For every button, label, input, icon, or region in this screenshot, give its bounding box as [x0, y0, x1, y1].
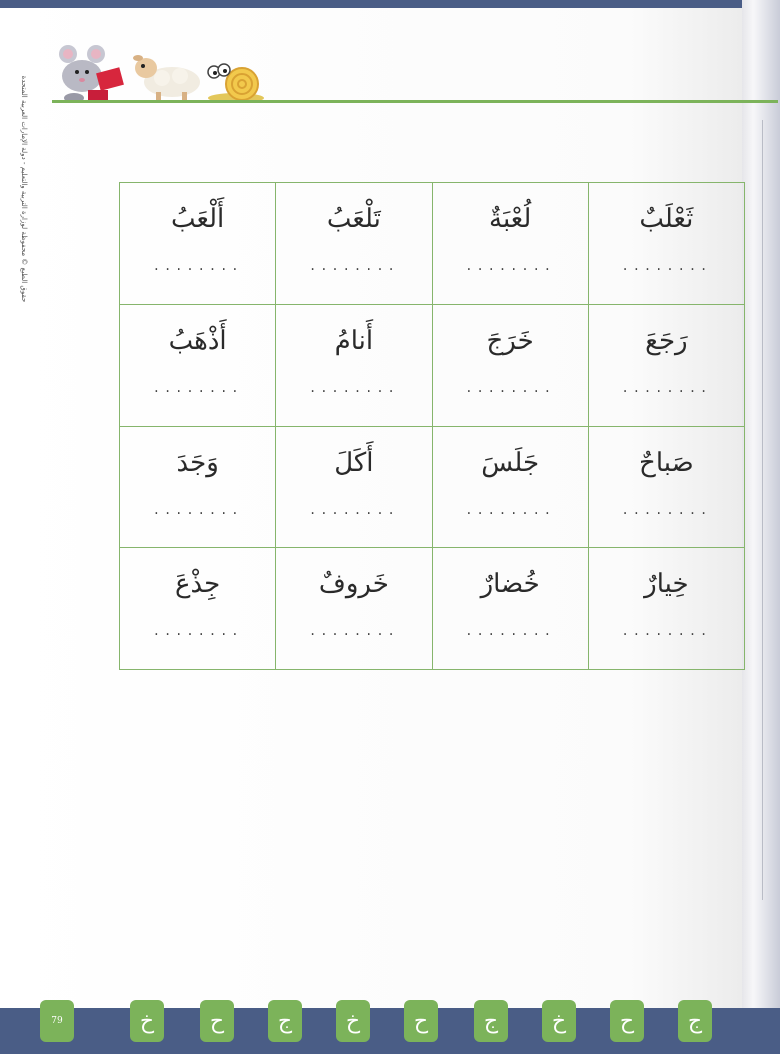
top-band [0, 0, 780, 8]
word-cell [588, 304, 744, 426]
table-row [120, 548, 745, 670]
letter-tile: ح [404, 1000, 438, 1042]
word-cell [588, 548, 744, 670]
answer-blank[interactable]: ........ [152, 502, 243, 517]
word: لُعْبَةٌ [489, 204, 532, 234]
word: ثَعْلَبٌ [639, 204, 694, 234]
word: رَجَعَ [645, 325, 688, 356]
answer-blank[interactable]: ........ [621, 502, 712, 517]
word: أَذْهَبُ [168, 325, 227, 356]
bottom-band [0, 1008, 780, 1054]
letter-tile: ج [474, 1000, 508, 1042]
word-cell [120, 548, 276, 670]
word: أَنامُ [334, 325, 374, 356]
letter-tile: ج [678, 1000, 712, 1042]
word-grid [119, 182, 745, 670]
word: أَكَلَ [334, 447, 374, 478]
letter-tile: ج [268, 1000, 302, 1042]
word: خَروفٌ [318, 569, 389, 600]
word-cell [588, 426, 744, 548]
answer-blank[interactable]: ........ [465, 502, 556, 517]
word: خَرَجَ [486, 325, 534, 356]
word-cell [432, 304, 588, 426]
snail-illustration [206, 60, 268, 104]
word: خِيارٌ [644, 569, 689, 600]
letter-tile: خ [542, 1000, 576, 1042]
answer-blank[interactable]: ........ [152, 380, 243, 395]
book-spine [742, 0, 780, 1054]
word-cell [276, 183, 432, 305]
word: صَباحٌ [639, 447, 694, 478]
letter-tile: خ [130, 1000, 164, 1042]
table-row [120, 304, 745, 426]
table-row [120, 183, 745, 305]
word-cell [120, 183, 276, 305]
word-cell [276, 548, 432, 670]
answer-blank[interactable]: ........ [308, 259, 399, 273]
word: جِذْعَ [175, 569, 221, 600]
mouse-reading-illustration [52, 42, 128, 106]
letter-tile: ح [610, 1000, 644, 1042]
answer-blank[interactable]: ........ [621, 624, 712, 639]
word-cell [432, 548, 588, 670]
answer-blank[interactable]: ........ [308, 502, 399, 517]
answer-blank[interactable]: ........ [308, 624, 399, 639]
letter-tile: خ [336, 1000, 370, 1042]
letter-tile: ح [200, 1000, 234, 1042]
copyright-caption: حقوق الطبع © محفوظة لوزارة التربية والتعليم - دولة الإمارات العربية المتحدة [20, 75, 28, 303]
answer-blank[interactable]: ........ [465, 624, 556, 639]
word: تَلْعَبُ [326, 204, 381, 234]
word-cell [276, 426, 432, 548]
word-cell [120, 304, 276, 426]
word-table [119, 182, 745, 670]
answer-blank[interactable]: ........ [465, 380, 556, 395]
header-rule [52, 100, 778, 103]
word-cell [588, 183, 744, 305]
answer-blank[interactable]: ........ [621, 380, 712, 395]
word: خُضارٌ [480, 569, 540, 600]
answer-blank[interactable]: ........ [465, 259, 556, 273]
word-cell [120, 426, 276, 548]
answer-blank[interactable]: ........ [152, 259, 243, 273]
word-cell [432, 183, 588, 305]
word: وَجَدَ [176, 447, 219, 478]
lamb-illustration [132, 52, 204, 104]
answer-blank[interactable]: ........ [308, 380, 399, 395]
word-cell [432, 426, 588, 548]
word-cell [276, 304, 432, 426]
copyright-sidebar [14, 75, 34, 315]
word: جَلَسَ [481, 447, 540, 478]
table-row [120, 426, 745, 548]
page-number: 79 [40, 1000, 74, 1042]
answer-blank[interactable]: ........ [621, 259, 712, 273]
word: أَلْعَبُ [171, 204, 225, 234]
spine-edge [762, 120, 763, 900]
answer-blank[interactable]: ........ [152, 624, 243, 639]
